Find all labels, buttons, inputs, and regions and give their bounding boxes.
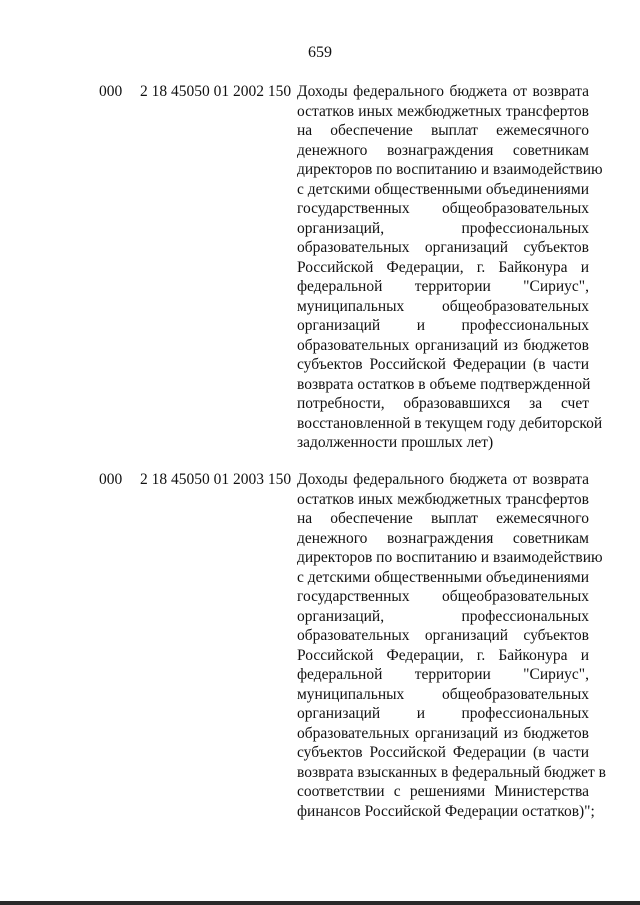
description-line: образовательных организаций из бюджетов	[297, 336, 589, 354]
description-line: муниципальных общеобразовательных	[297, 685, 589, 703]
entry-description	[297, 470, 606, 821]
description-line: возврата взысканных в федеральный бюджет в	[297, 763, 606, 781]
description-line: остатков иных межбюджетных трансфертов	[297, 102, 589, 120]
description-line: Российской Федерации, г. Байконура и	[297, 258, 589, 276]
admin-code: 000	[99, 83, 123, 100]
description-line: на обеспечение выплат ежемесячного	[297, 122, 589, 139]
budget-classification-code: 2 18 45050 01 2003 150	[140, 471, 292, 488]
description-line: потребности, образовавшихся за счет	[297, 395, 589, 412]
description-line: государственных общеобразовательных	[297, 200, 589, 217]
description-line: образовательных организаций субъектов	[297, 627, 589, 644]
description-line: образовательных организаций из бюджетов	[297, 724, 589, 742]
description-line: муниципальных общеобразовательных	[297, 297, 589, 315]
description-line: организаций и профессиональных	[297, 705, 589, 722]
description-line: директоров по воспитанию и взаимодействию	[297, 161, 603, 178]
description-line: задолженности прошлых лет)	[297, 434, 494, 451]
description-line: государственных общеобразовательных	[297, 588, 589, 605]
description-line: федеральной территории "Сириус",	[297, 666, 589, 683]
description-line: Российской Федерации, г. Байконура и	[297, 646, 589, 664]
description-line: организаций, профессиональных	[297, 607, 589, 625]
description-line: восстановленной в текущем году дебиторской	[297, 414, 603, 432]
description-line: директоров по воспитанию и взаимодействию	[297, 549, 603, 566]
description-line: соответствии с решениями Министерства	[297, 783, 589, 800]
description-line: на обеспечение выплат ежемесячного	[297, 510, 589, 527]
admin-code: 000	[99, 471, 123, 488]
description-line: организаций и профессиональных	[297, 317, 589, 334]
description-line: с детскими общественными объединениями	[297, 180, 589, 198]
description-line: субъектов Российской Федерации (в части	[297, 744, 589, 761]
description-line: Доходы федерального бюджета от возврата	[297, 471, 589, 488]
description-line: образовательных организаций субъектов	[297, 239, 589, 256]
page-number: 659	[308, 44, 332, 61]
description-line: остатков иных межбюджетных трансфертов	[297, 490, 589, 508]
description-line: возврата остатков в объеме подтвержденной	[297, 375, 591, 393]
description-line: Доходы федерального бюджета от возврата	[297, 83, 589, 100]
description-line: финансов Российской Федерации остатков)";	[297, 802, 595, 820]
page-bottom-edge	[0, 901, 640, 905]
description-line: с детскими общественными объединениями	[297, 568, 589, 586]
description-line: субъектов Российской Федерации (в части	[297, 356, 589, 373]
entry-description	[297, 82, 603, 453]
description-line: денежного вознаграждения советникам	[297, 141, 589, 159]
budget-classification-code: 2 18 45050 01 2002 150	[140, 83, 292, 100]
description-line: денежного вознаграждения советникам	[297, 529, 589, 547]
description-line: организаций, профессиональных	[297, 219, 589, 237]
description-line: федеральной территории "Сириус",	[297, 278, 589, 295]
